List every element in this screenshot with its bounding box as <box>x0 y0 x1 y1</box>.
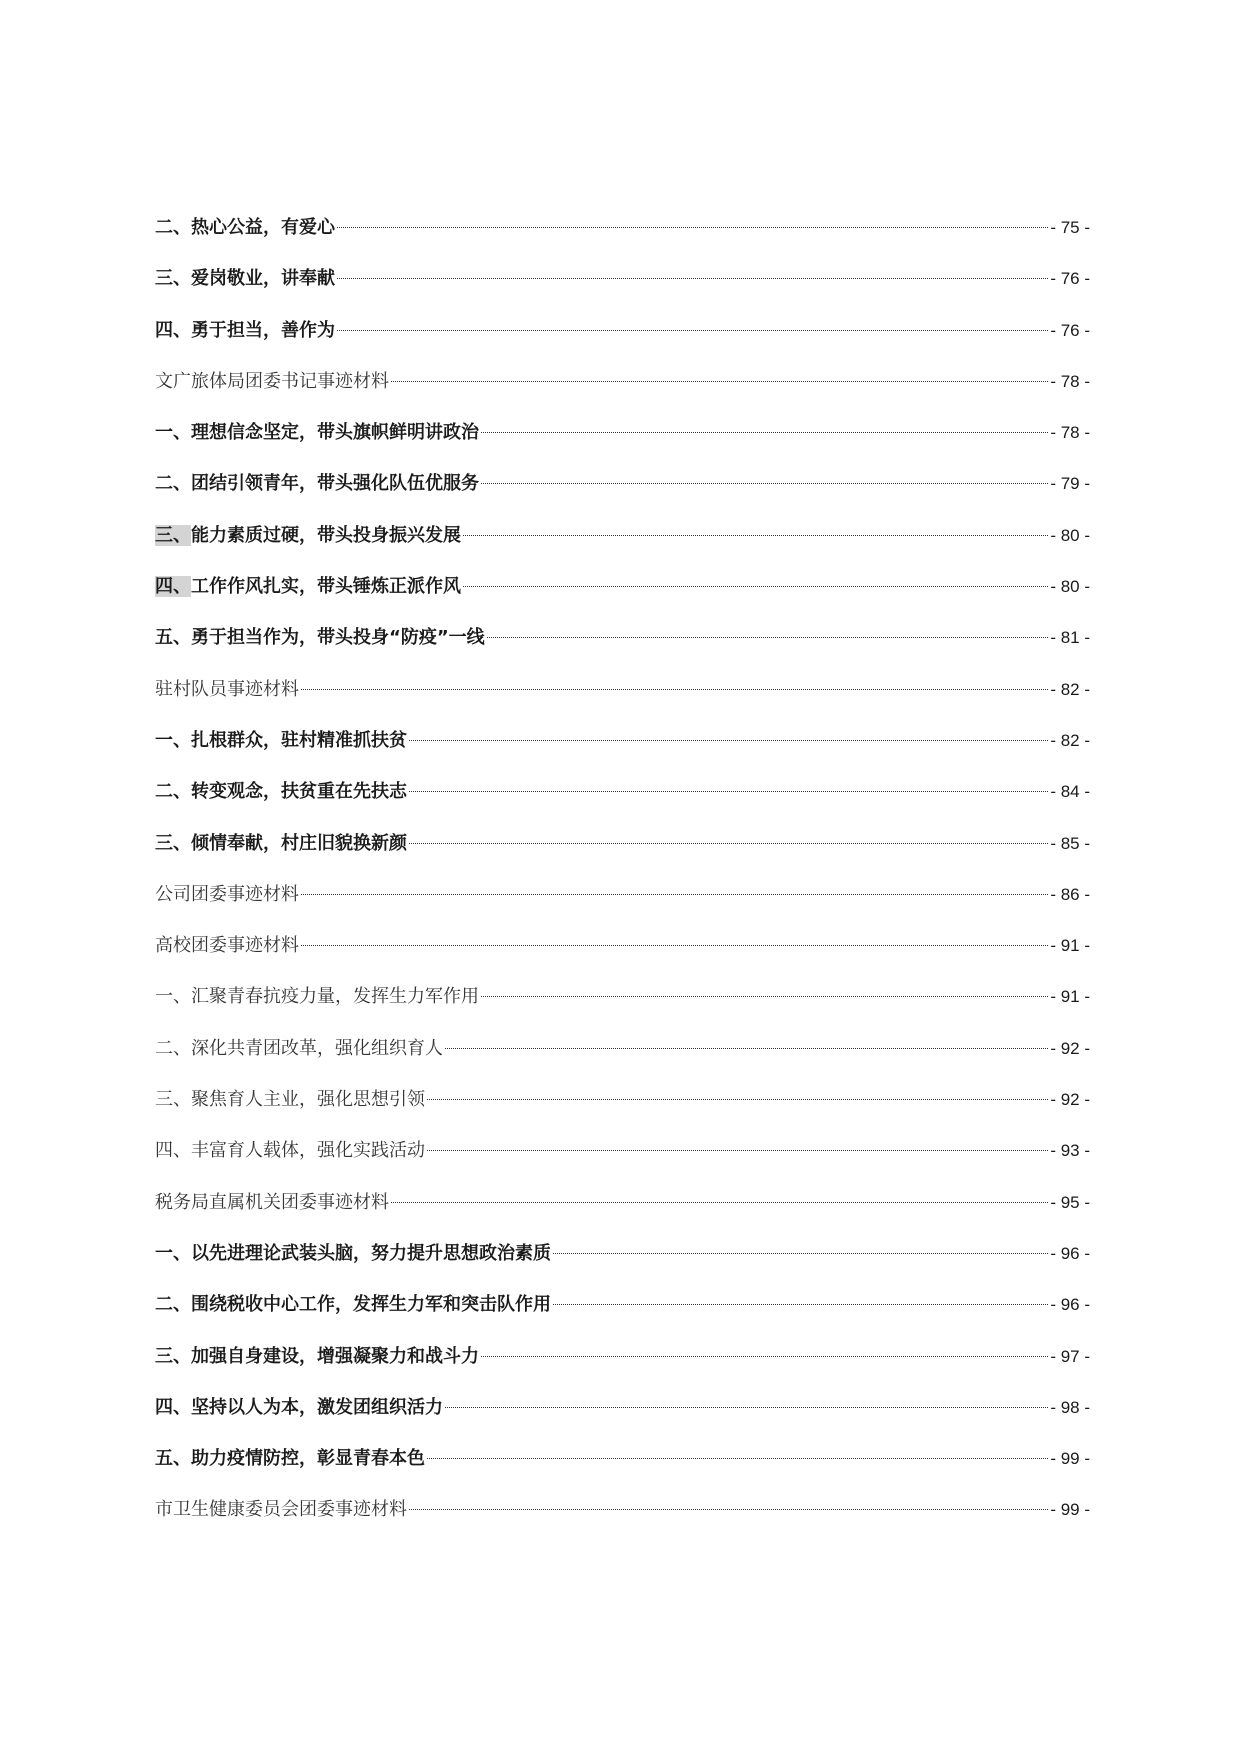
toc-entry[interactable] <box>155 721 1090 772</box>
toc-entry-page-number: - 82 - <box>1050 730 1090 750</box>
dot-leader <box>337 227 1048 228</box>
toc-entry-page-number: - 81 - <box>1050 628 1090 648</box>
toc-entry-text: 公司团委事迹材料 <box>155 883 299 905</box>
toc-entry-text: 扎根群众，驻村精准抓扶贫 <box>191 729 407 751</box>
toc-entry-number: 三、 <box>155 1089 191 1111</box>
dot-leader <box>301 894 1048 895</box>
toc-entry-page-number: - 98 - <box>1050 1397 1090 1417</box>
toc-entry-page-number: - 91 - <box>1050 936 1090 956</box>
toc-entry-title <box>155 1183 389 1223</box>
dot-leader <box>409 740 1048 741</box>
toc-entry-page-number: - 85 - <box>1050 833 1090 853</box>
dot-leader <box>391 1202 1048 1203</box>
dot-leader <box>427 1099 1048 1100</box>
toc-entry-text: 以先进理论武装头脑，努力提升思想政治素质 <box>191 1242 551 1264</box>
toc-entry-page-number: - 92 - <box>1050 1090 1090 1110</box>
dot-leader <box>391 381 1048 382</box>
toc-entry-number: 三、 <box>155 524 191 546</box>
toc-entry-title <box>155 977 479 1017</box>
toc-entry-title <box>155 1080 425 1120</box>
toc-entry-number: 四、 <box>155 1140 191 1162</box>
toc-entry[interactable] <box>155 1183 1090 1234</box>
dot-leader <box>337 330 1048 331</box>
toc-entry-text: 坚持以人为本，激发团组织活力 <box>191 1396 443 1418</box>
toc-entry-title <box>155 464 479 504</box>
toc-entry-title <box>155 926 299 966</box>
toc-entry-title <box>155 413 479 453</box>
toc-entry-number: 二、 <box>155 473 191 495</box>
dot-leader <box>487 637 1049 638</box>
toc-entry-title <box>155 1131 425 1171</box>
toc-entry-title <box>155 670 299 710</box>
toc-entry-title <box>155 516 461 556</box>
toc-entry-title <box>155 1439 425 1479</box>
toc-entry[interactable] <box>155 208 1090 259</box>
dot-leader <box>481 483 1048 484</box>
toc-entry-number: 一、 <box>155 422 191 444</box>
toc-entry-title <box>155 311 335 351</box>
toc-entry-number: 三、 <box>155 268 191 290</box>
dot-leader <box>301 945 1048 946</box>
dot-leader <box>553 1253 1048 1254</box>
dot-leader <box>463 586 1048 587</box>
toc-entry-page-number: - 78 - <box>1050 423 1090 443</box>
toc-entry-page-number: - 78 - <box>1050 371 1090 391</box>
toc-entry-title <box>155 772 407 812</box>
toc-entry-text: 爱岗敬业，讲奉献 <box>191 268 335 290</box>
toc-entry-number: 四、 <box>155 1396 191 1418</box>
toc-entry-title <box>155 1029 443 1069</box>
dot-leader <box>481 432 1048 433</box>
toc-entry-text: 工作作风扎实，带头锤炼正派作风 <box>191 576 461 598</box>
toc-entry-number: 三、 <box>155 1345 191 1367</box>
toc-entry-page-number: - 86 - <box>1050 884 1090 904</box>
toc-entry-title <box>155 618 485 658</box>
toc-entry-text: 理想信念坚定，带头旗帜鲜明讲政治 <box>191 422 479 444</box>
toc-entry-text: 汇聚青春抗疫力量，发挥生力军作用 <box>191 986 479 1008</box>
toc-entry[interactable] <box>155 1131 1090 1182</box>
toc-entry-number: 二、 <box>155 1294 191 1316</box>
dot-leader <box>409 791 1048 792</box>
toc-entry-page-number: - 79 - <box>1050 474 1090 494</box>
table-of-contents <box>155 208 1090 1542</box>
toc-entry-page-number: - 99 - <box>1050 1449 1090 1469</box>
toc-entry-title <box>155 208 335 248</box>
toc-entry[interactable] <box>155 1080 1090 1131</box>
dot-leader <box>481 1356 1048 1357</box>
dot-leader <box>301 689 1048 690</box>
dot-leader <box>409 1509 1048 1510</box>
toc-entry[interactable] <box>155 772 1090 823</box>
toc-entry[interactable] <box>155 1490 1090 1541</box>
toc-entry[interactable] <box>155 362 1090 413</box>
toc-entry-page-number: - 97 - <box>1050 1346 1090 1366</box>
toc-entry[interactable] <box>155 1439 1090 1490</box>
toc-entry-text: 深化共青团改革，强化组织育人 <box>191 1037 443 1059</box>
toc-entry[interactable] <box>155 311 1090 362</box>
toc-entry[interactable] <box>155 977 1090 1028</box>
toc-entry-title <box>155 824 407 864</box>
toc-entry-page-number: - 92 - <box>1050 1038 1090 1058</box>
dot-leader <box>463 535 1048 536</box>
toc-entry-text: 能力素质过硬，带头投身振兴发展 <box>191 524 461 546</box>
toc-entry[interactable] <box>155 824 1090 875</box>
toc-entry[interactable] <box>155 516 1090 567</box>
toc-entry-text: 热心公益，有爱心 <box>191 217 335 238</box>
toc-entry-title <box>155 1234 551 1274</box>
toc-entry-page-number: - 76 - <box>1050 320 1090 340</box>
toc-entry-number: 一、 <box>155 729 191 751</box>
toc-entry-page-number: - 82 - <box>1050 679 1090 699</box>
toc-entry-title <box>155 721 407 761</box>
toc-entry-page-number: - 76 - <box>1050 269 1090 289</box>
toc-entry-number: 五、 <box>155 627 191 649</box>
dot-leader <box>337 278 1048 279</box>
toc-entry-page-number: - 75 - <box>1050 218 1090 237</box>
toc-entry-text: 市卫生健康委员会团委事迹材料 <box>155 1499 407 1521</box>
toc-entry-text: 丰富育人载体，强化实践活动 <box>191 1140 425 1162</box>
toc-entry-text: 勇于担当，善作为 <box>191 319 335 341</box>
toc-entry-text: 勇于担当作为，带头投身“防疫”一线 <box>191 627 485 649</box>
toc-entry-title <box>155 1490 407 1530</box>
toc-entry-number: 二、 <box>155 217 191 238</box>
toc-entry-page-number: - 96 - <box>1050 1243 1090 1263</box>
toc-entry-number: 五、 <box>155 1448 191 1470</box>
toc-entry[interactable] <box>155 618 1090 669</box>
toc-entry-title <box>155 875 299 915</box>
toc-entry-text: 聚焦育人主业，强化思想引领 <box>191 1089 425 1111</box>
toc-entry-number: 一、 <box>155 1242 191 1264</box>
toc-entry[interactable] <box>155 1285 1090 1336</box>
toc-entry[interactable] <box>155 1029 1090 1080</box>
toc-entry-number: 四、 <box>155 576 191 598</box>
toc-entry-page-number: - 91 - <box>1050 987 1090 1007</box>
toc-entry[interactable] <box>155 670 1090 721</box>
dot-leader <box>481 996 1048 997</box>
toc-entry[interactable] <box>155 1388 1090 1439</box>
toc-entry[interactable] <box>155 875 1090 926</box>
dot-leader <box>427 1458 1048 1459</box>
toc-entry-text: 驻村队员事迹材料 <box>155 678 299 700</box>
toc-entry-title <box>155 1337 479 1377</box>
dot-leader <box>553 1304 1048 1305</box>
toc-entry[interactable] <box>155 567 1090 618</box>
toc-entry-number: 四、 <box>155 319 191 341</box>
toc-entry-page-number: - 84 - <box>1050 782 1090 802</box>
toc-entry-title <box>155 1388 443 1428</box>
toc-entry-page-number: - 93 - <box>1050 1141 1090 1161</box>
toc-entry[interactable] <box>155 259 1090 310</box>
toc-entry-number: 二、 <box>155 781 191 803</box>
toc-entry-text: 助力疫情防控，彰显青春本色 <box>191 1448 425 1470</box>
toc-entry-number: 一、 <box>155 986 191 1008</box>
dot-leader <box>445 1407 1048 1408</box>
dot-leader <box>427 1150 1048 1151</box>
toc-entry-title <box>155 362 389 402</box>
toc-entry-page-number: - 80 - <box>1050 525 1090 545</box>
toc-entry[interactable] <box>155 464 1090 515</box>
toc-entry-text: 加强自身建设，增强凝聚力和战斗力 <box>191 1345 479 1367</box>
toc-entry-page-number: - 80 - <box>1050 577 1090 597</box>
toc-entry-page-number: - 96 - <box>1050 1295 1090 1315</box>
toc-entry-title <box>155 259 335 299</box>
toc-entry-title <box>155 567 461 607</box>
toc-entry[interactable] <box>155 926 1090 977</box>
dot-leader <box>409 843 1048 844</box>
toc-entry-text: 转变观念，扶贫重在先扶志 <box>191 781 407 803</box>
toc-entry-page-number: - 95 - <box>1050 1192 1090 1212</box>
dot-leader <box>445 1048 1048 1049</box>
toc-entry-text: 文广旅体局团委书记事迹材料 <box>155 370 389 392</box>
toc-entry[interactable] <box>155 413 1090 464</box>
toc-entry-text: 税务局直属机关团委事迹材料 <box>155 1191 389 1213</box>
toc-entry[interactable] <box>155 1234 1090 1285</box>
toc-entry-title <box>155 1285 551 1325</box>
toc-entry[interactable] <box>155 1337 1090 1388</box>
toc-entry-text: 倾情奉献，村庄旧貌换新颜 <box>191 832 407 854</box>
toc-entry-text: 团结引领青年，带头强化队伍优服务 <box>191 473 479 495</box>
toc-entry-page-number: - 99 - <box>1050 1500 1090 1520</box>
toc-entry-number: 二、 <box>155 1037 191 1059</box>
toc-entry-number: 三、 <box>155 832 191 854</box>
toc-entry-text: 高校团委事迹材料 <box>155 935 299 957</box>
toc-entry-text: 围绕税收中心工作，发挥生力军和突击队作用 <box>191 1294 551 1316</box>
